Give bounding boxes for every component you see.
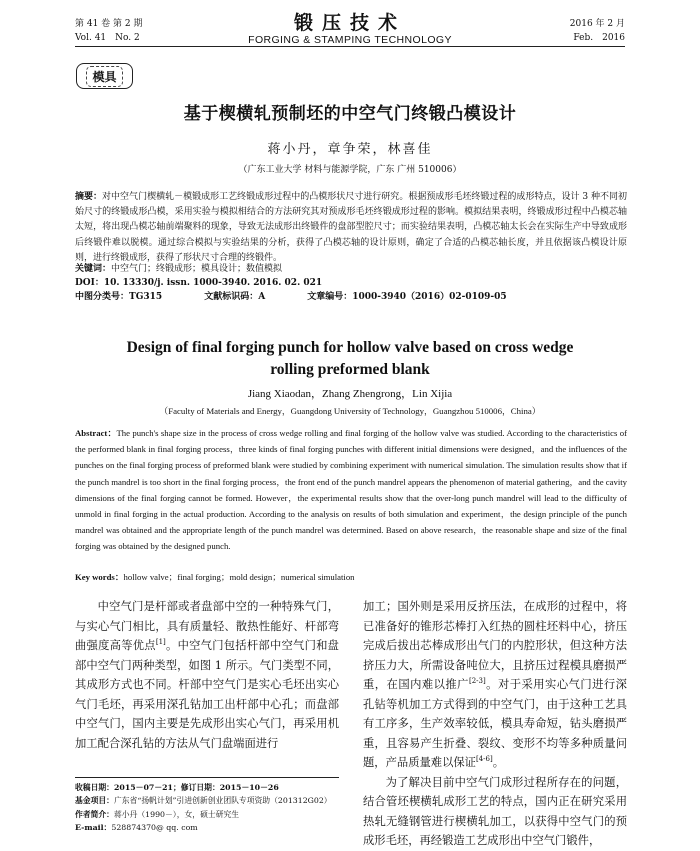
doi-line: [75, 276, 627, 290]
body-text: 中空气门是杆部或者盘部中空的一种特殊气门，与实心气门相比，具有质量轻、散热性能好、杆部弯曲强度高等优点: [75, 600, 339, 652]
metadata-cn: [75, 262, 627, 304]
abstract-label-cn: 摘要：: [75, 192, 103, 202]
keywords-cn: [75, 262, 627, 276]
abstract-text-en: The punch's shape size in the process of cross wedge rolling and final forging of the hollow valve was studied. According to the characteristics of the performed blank in final forging process，three kinds of final forging punches with different initial dimensions were designed，and the influences of the punches on the final forging process of preformed blank were studied by combining experiment with numerical simulation. The simulation results show that if the punch mandrel is too short in the final forging process，the front end of the punch mandrel appears the phenomenon of material gathering，and the cavity dimensions of the final forging cannot be formed. However，the experimental results show that the over-long punch mandrel will lead to the difficulty of unmold in final forging in the actual production. According to the analysis on results of both simulation and experiment，the design principle of the punch mandrel was obtained and the appropriate length of the punch mandrel was determined. Based on above research，the reasonable shape and size of the final forging was obtained by the designed punch.: [75, 428, 627, 552]
author-bio-text: 蒋小丹（1990－），女，硕士研究生: [113, 809, 240, 819]
author-bio-label: 作者简介：: [75, 809, 114, 819]
abstract-text-cn: 对中空气门楔横轧－模锻成形工艺终锻成形过程中的凸模形状尺寸进行研究。根据预成形毛坯终锻过程的成形特点，设计 3 种不同初始尺寸的终锻成形凸模，采用实验与模拟相结合的方法研究其对预成形毛坯终锻成形过程的影响。模拟结果表明，终锻成形过程中凸模芯轴太短，将出现凸模芯轴前端聚料的现象，导致无法成形出终锻件的盘部型腔尺寸；而实验结果表明，凸模芯轴太长会在实际生产中导致成形后终锻件难以脱模。通过综合模拟与实验结果的分析，获得了凸模芯轴的设计原则，确定了合适的凸模芯轴长度，并且依据该凸模设计原则，进行终锻成形，获得了形状尺寸合理的终锻件。: [75, 192, 627, 263]
citation-ref[interactable]: [1]: [155, 638, 166, 647]
keywords-label-en: Key words：: [75, 572, 124, 582]
article-no-value: 1000-3940（2016）02-0109-05: [352, 292, 507, 302]
email-label: E-mail：: [75, 822, 112, 832]
author-email: [75, 821, 339, 834]
volume-issue-en: Vol. 41 No. 2: [75, 33, 140, 43]
category-label: 模具: [86, 66, 122, 87]
issue-date-cn: 2016 年 2 月: [569, 19, 625, 29]
body-paragraph: 为了解决目前中空气门成形过程所存在的问题，结合管坯楔横轧成形工艺的特点，国内正在研究采用热轧无缝钢管进行楔横轧加工，以获得中空气门的预成形毛坯，再经锻造工艺成形出中空气门锻件，: [363, 775, 627, 847]
doi-value: 10. 13330/j. issn. 1000-3940. 2016. 02. 021: [103, 278, 323, 288]
clc-label: 中图分类号：: [75, 292, 130, 302]
keywords-en: [75, 571, 627, 583]
category-badge: [76, 63, 133, 89]
fund-label: 基金项目：: [75, 796, 114, 806]
abstract-en: [75, 425, 627, 555]
article-no-label: 文章编号：: [307, 292, 353, 302]
footnote-divider: [75, 777, 339, 778]
doi-label: DOI：: [75, 278, 104, 288]
body-column-left: [75, 597, 339, 753]
classification-line: [75, 290, 627, 304]
abstract-label-en: Abstract：: [75, 428, 117, 438]
keywords-text-en: hollow valve；final forging；mold design；numerical simulation: [123, 572, 355, 582]
body-paragraph: [75, 597, 339, 753]
header-divider: [75, 46, 625, 47]
body-text: 。中空气门包括杆部中空气门和盘部中空气门两种类型，如图 1 所示。气门类型不同，其成形方式也不同。杆部中空气门是实心毛坯出实心气门毛坯，再采用深孔钻加工出杆部中心孔；而盘部中空气门，国内主要是先成形出实心气门，再采用机加工配合深孔钻的方法从气门盘端面进行: [75, 639, 339, 750]
paper-title-en-line1: Design of final forging punch for hollow valve based on cross wedge: [126, 339, 574, 356]
citation-ref[interactable]: [2-3]: [468, 677, 486, 686]
authors-en: Jiang Xiaodan，Zhang Zhengrong，Lin Xijia: [247, 388, 453, 400]
email-value: 528874370@ qq. com: [111, 822, 198, 832]
body-text: 。对于采用实心气门进行深孔钻等机加工方式得到的中空气门，由于这种工艺具有工序多，生产效率较低，模具寿命短，钻头磨损严重，且容易产生折叠、裂纹、变形不均等多种质量问题，产品质量难以保证: [363, 678, 627, 769]
journal-title-en: FORGING & STAMPING TECHNOLOGY: [248, 34, 452, 46]
clc-value: TG315: [129, 292, 163, 302]
received-dates: 收稿日期：2015－07－21；修订日期：2015－10－26: [75, 783, 279, 792]
footnote: [75, 781, 339, 834]
journal-title-cn: 锻压技术: [293, 12, 406, 34]
body-column-right: [363, 597, 627, 851]
fund-text: 广东省“扬帆计划”引进创新创业团队专项资助（201312G02）: [113, 796, 332, 806]
authors-cn: 蒋小丹，章争荣，林喜佳: [267, 142, 433, 157]
paper-title-en: [0, 337, 700, 381]
affiliation-cn: （广东工业大学 材料与能源学院，广东 广州 510006）: [238, 165, 462, 175]
paper-title-cn: 基于楔横轧预制坯的中空气门终锻凸模设计: [183, 104, 517, 124]
citation-ref[interactable]: [4-6]: [475, 755, 493, 764]
body-paragraph: [363, 597, 627, 773]
body-text: 。: [492, 756, 505, 769]
doc-code-value: A: [258, 292, 266, 302]
issue-date-en: Feb. 2016: [573, 33, 625, 43]
doc-code-label: 文献标识码：: [204, 292, 259, 302]
volume-issue-cn: 第 41 卷 第 2 期: [75, 19, 143, 29]
fund-info: [75, 794, 339, 807]
author-bio: [75, 808, 339, 821]
body-text: 加工；国外则是采用反挤压法，在成形的过程中，将已准备好的锥形芯棒打入红热的圆柱坯料中心，挤压完成后拔出芯棒成形出气门的内腔形状，但这种方法挤压力大，所需设备吨位大，且挤压过程模具磨损严重，在国内难以推广: [363, 600, 627, 691]
affiliation-en: （Faculty of Materials and Energy，Guangdong University of Technology，Guangzhou 510006，China）: [159, 406, 541, 416]
keywords-text-cn: 中空气门；终锻成形；模具设计；数值模拟: [111, 264, 283, 274]
paper-title-en-line2: rolling preformed blank: [270, 361, 430, 378]
keywords-label-cn: 关键词：: [75, 264, 112, 274]
running-header-right: [570, 17, 625, 45]
abstract-cn: [75, 190, 627, 266]
